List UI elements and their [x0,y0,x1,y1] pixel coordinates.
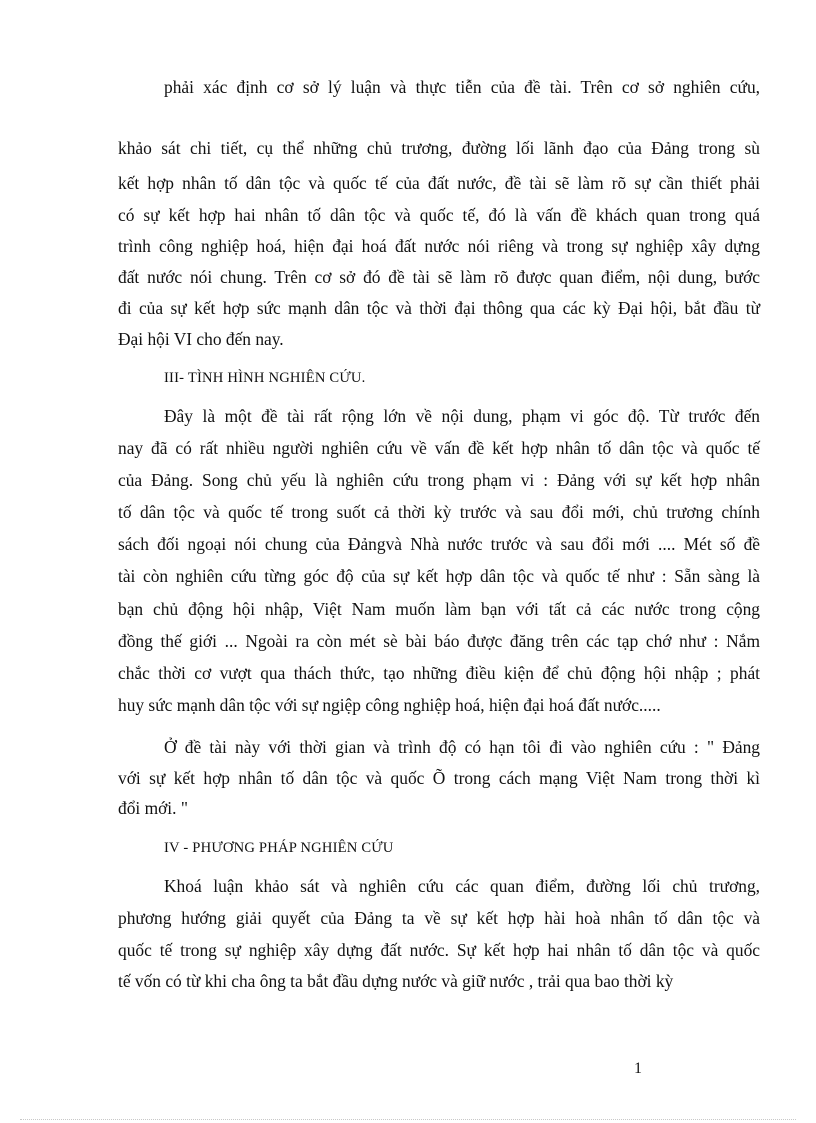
text-line: trình công nghiệp hoá, hiện đại hoá đất nước nói riêng và trong sự nghiệp xây dựng [118,236,760,256]
text-line: bạn chủ động hội nhập, Việt Nam muốn làm bạn với tất cả các nước trong cộng [118,599,760,619]
text-line: đi của sự kết hợp sức mạnh dân tộc và thời đại thông qua các kỳ Đại hội, bắt đầu từ [118,298,760,318]
text-line: đất nước nói chung. Trên cơ sở đó đề tài sẽ làm rõ được quan điểm, nội dung, bước [118,267,760,287]
text-line: Đại hội VI cho đến nay. [118,329,284,349]
text-line: huy sức mạnh dân tộc với sự ngiệp công nghiệp hoá, hiện đại hoá đất nước..... [118,695,661,715]
page-divider [20,1119,796,1120]
text-line: tố dân tộc và quốc tế trong suốt cả thời kỳ trước và sau đổi mới, chủ trương chính [118,502,760,522]
text-line: nay đã có rất nhiều người nghiên cứu về vấn đề kết hợp nhân tố dân tộc và quốc tế [118,438,760,458]
text-line: của Đảng. Song chủ yếu là nghiên cứu trong phạm vi : Đảng với sự kết hợp nhân [118,470,760,490]
section-heading-3: III- TÌNH HÌNH NGHIÊN CỨU. [164,370,366,386]
text-line: khảo sát chi tiết, cụ thể những chủ trương, đường lối lãnh đạo của Đảng trong sù [118,138,760,158]
section-heading-4: IV - PHƯƠNG PHÁP NGHIÊN CỨU [164,840,394,856]
text-line: đổi mới. " [118,798,188,818]
text-line: Đây là một đề tài rất rộng lớn về nội dung, phạm vi góc độ. Từ trước đến [164,406,760,426]
text-line: kết hợp nhân tố dân tộc và quốc tế của đất nước, đề tài sẽ làm rõ sự cần thiết phải [118,173,760,193]
text-line: phải xác định cơ sở lý luận và thực tiễn của đề tài. Trên cơ sở nghiên cứu, [164,77,760,97]
text-line: phương hướng giải quyết của Đảng ta về sự kết hợp hài hoà nhân tố dân tộc và [118,908,760,928]
text-line: với sự kết hợp nhân tố dân tộc và quốc Õ trong cách mạng Việt Nam trong thời kì [118,768,760,788]
text-line: đồng thế giới ... Ngoài ra còn mét sè bài báo được đăng trên các tạp chớ như : Nắm [118,631,760,651]
text-line: tế vốn có từ khi cha ông ta bắt đầu dựng nước và giữ nước , trải qua bao thời kỳ [118,971,674,991]
text-line: chắc thời cơ vượt qua thách thức, tạo những điều kiện để chủ động hội nhập ; phát [118,663,760,683]
text-line: tài còn nghiên cứu từng góc độ của sự kết hợp dân tộc và quốc tế như : Sẵn sàng là [118,566,760,586]
text-line: quốc tế trong sự nghiệp xây dựng đất nước. Sự kết hợp hai nhân tố dân tộc và quốc [118,940,760,960]
text-line: Ở đề tài này với thời gian và trình độ có hạn tôi đi vào nghiên cứu : " Đảng [164,737,760,757]
text-line: Khoá luận khảo sát và nghiên cứu các quan điểm, đường lối chủ trương, [164,876,760,896]
page-number: 1 [634,1060,642,1077]
text-line: có sự kết hợp hai nhân tố dân tộc và quốc tế, đó là vấn đề khách quan trong quá [118,205,760,225]
text-line: sách đối ngoại nói chung của Đảngvà Nhà nước trước và sau đổi mới .... Mét số đề [118,534,760,554]
